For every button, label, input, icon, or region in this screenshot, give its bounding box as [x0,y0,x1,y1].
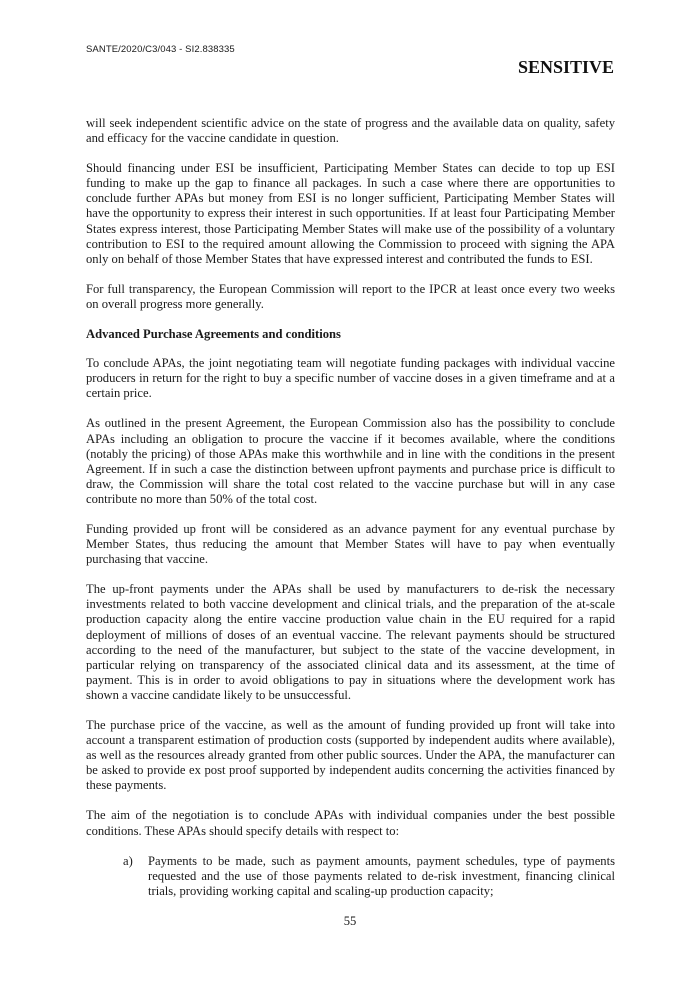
paragraph-4: To conclude APAs, the joint negotiating team will negotiate funding packages with individual vaccine producers in return for the right to buy a specific number of vaccine doses in a given timeframe and at a certain price. [86,356,615,401]
document-body [86,116,615,899]
document-reference: SANTE/2020/C3/043 - SI2.838335 [86,44,235,55]
section-heading: Advanced Purchase Agreements and conditions [86,327,341,342]
paragraph-2: Should financing under ESI be insufficient, Participating Member States can decide to top up ESI funding to make up the gap to finance all packages. In such a case where there are opportunities to conclude further APAs but money from ESI is no longer sufficient, Participating Member States will have the opportunity to express their interest in such opportunities. If at least four Participating Member States express interest, those Participating Member States will make use of the possibility of a voluntary contribution to ESI to the required amount allowing the Commission to proceed with signing the APA only on behalf of those Member States that have expressed interest and contributed the funds to ESI. [86,161,615,266]
paragraph-3: For full transparency, the European Commission will report to the IPCR at least once every two weeks on overall progress more generally. [86,281,615,311]
paragraph-5: As outlined in the present Agreement, the European Commission also has the possibility to conclude APAs including an obligation to procure the vaccine if it becomes available, where the conditions (notably the pricing) of those APAs make this worthwhile and in line with the conditions in the present Agreement. If in such a case the distinction between upfront payments and purchase price is difficult to draw, the Commission will share the total cost related to the vaccine purchase but will in any case contribute no more than 50% of the total cost. [86,416,615,506]
page-number: 55 [343,914,357,928]
paragraph-1: will seek independent scientific advice on the state of progress and the available data on quality, safety and efficacy for the vaccine candidate in question. [86,116,615,146]
paragraph-9: The aim of the negotiation is to conclude APAs with individual companies under the best possible conditions. These APAs should specify details with respect to: [86,808,615,838]
paragraph-7: The up-front payments under the APAs shall be used by manufacturers to de-risk the necessary investments related to both vaccine development and clinical trials, and the preparation of the at-scale production capacity along the entire vaccine production value chain in the EU required for a rapid deployment of millions of doses of an eventual vaccine. The relevant payments should be structured according to the need of the manufacturer, but subject to the state of the vaccine development, in particular relying on transparency of the associated clinical data and its assessment, at the time of payment. This is in order to avoid obligations to pay in situations where the development work has shown a vaccine candidate likely to be unsuccessful. [86,582,615,702]
list-item-a [86,854,615,899]
list-item-label: a) [123,853,133,868]
paragraph-6: Funding provided up front will be considered as an advance payment for any eventual purchase by Member States, thus reducing the amount that Member States will have to pay when eventually purchasing that vaccine. [86,521,615,567]
sensitivity-label: SENSITIVE [517,57,614,77]
paragraph-8: The purchase price of the vaccine, as well as the amount of funding provided up front will take into account a transparent estimation of production costs (supported by independent audits where available), as well as the resources already granted from other public sources. Under the APA, the manufacturer can be asked to provide ex post proof supported by independent audits concerning the activities financed by these payments. [86,718,615,793]
list-item-text: Payments to be made, such as payment amounts, payment schedules, type of payments requested and the use of those payments related to de-risk investment, financing clinical trials, providing working capital and scaling-up production capacity; [148,853,615,898]
